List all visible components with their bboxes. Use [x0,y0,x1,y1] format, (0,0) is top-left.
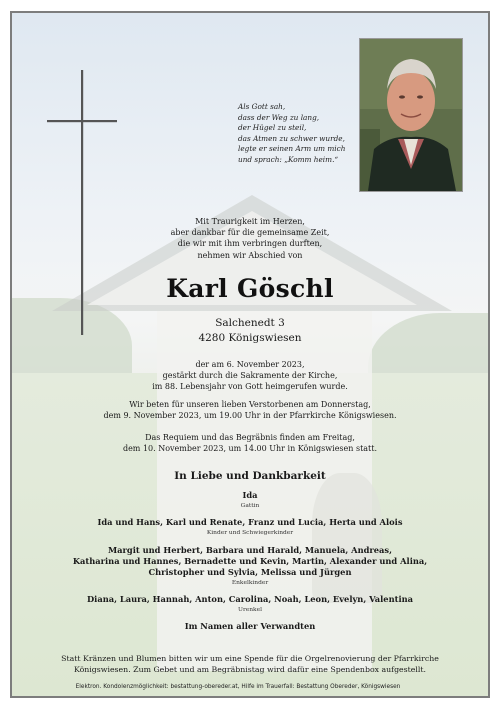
address-line: 4280 Königswiesen [198,332,302,344]
requiem-line: Das Requiem und das Begräbnis finden am Freitag, [145,433,355,442]
intro-line: nehmen wir Abschied von [197,250,303,260]
mourner-group-children [12,517,488,537]
mourner-group-spouse [12,490,488,510]
mourner-relation: Gattin [240,503,260,509]
portrait-photo [359,38,463,192]
mourner-relation: Kinder und Schwiegerkinder [206,530,294,536]
death-notice [12,359,488,393]
mourner-names: Christopher und Sylvia, Melissa und Jürgen [148,567,352,577]
address-line: Salchenedt 3 [215,317,285,329]
mourner-names: Katharina und Hannes, Bernadette und Kevin, Martin, Alexander und Alina, [72,556,428,566]
prayer-line: dem 9. November 2023, um 19.00 Uhr in der Pfarrkirche Königswiesen. [103,411,397,421]
prayer-notice [12,399,488,421]
poem-line: dass der Weg zu lang, [238,112,320,122]
mourner-relation: Urenkel [238,607,262,613]
footer-contact: Elektron. Kondolenzmöglichkeit: bestattung-obereder.at, Hilfe im Trauerfall: Bestattung Obereder, Königswiesen [75,684,401,690]
mourner-group-great-grandchildren [12,594,488,614]
intro-line: die wir mit ihm verbringen durften, [177,239,323,249]
poem-line: legte er seinen Arm um mich [238,144,346,154]
donation-note-line: Statt Kränzen und Blumen bitten wir um eine Spende für die Orgelrenovierung der Pfarrkirche [61,654,439,663]
intro-line: aber dankbar für die gemeinsame Zeit, [170,228,330,238]
poem-line: das Atmen zu schwer wurde, [238,133,345,143]
relatives-line: Im Namen aller Verwandten [184,621,316,631]
death-notice-line: der am 6. November 2023, [195,360,305,369]
death-notice-line: gestärkt durch die Sakramente der Kirche, [162,371,338,381]
requiem-notice [12,432,488,454]
deceased-name: Karl Göschl [166,274,334,303]
mourners-heading: In Liebe und Dankbarkeit [174,470,326,482]
poem-line: und sprach: „Komm heim.“ [238,154,339,164]
mourner-names: Margit und Herbert, Barbara und Harald, Manuela, Andreas, [108,545,392,555]
poem [238,102,363,166]
donation-note [12,653,488,675]
address [12,316,488,346]
poem-line: Als Gott sah, [238,102,286,111]
prayer-line: Wir beten für unseren lieben Verstorbenen am Donnerstag, [129,400,371,409]
intro-line: Mit Traurigkeit im Herzen, [195,217,305,226]
donation-note-line: Königswiesen. Zum Gebet und am Begräbnistag wird dafür eine Spendenbox aufgestellt. [73,665,427,674]
mourner-names: Ida [242,490,258,500]
poem-line: der Hügel zu steil, [238,123,307,133]
mourner-names: Ida und Hans, Karl und Renate, Franz und Lucia, Herta und Alois [97,517,403,527]
mourner-group-grandchildren [12,545,488,587]
requiem-line: dem 10. November 2023, um 14.00 Uhr in Königswiesen statt. [122,444,378,454]
mourner-relation: Enkelkinder [231,580,269,586]
death-notice-line: im 88. Lebensjahr von Gott heimgerufen wurde. [152,382,348,392]
intro-text [12,216,488,261]
obituary-card [10,11,490,698]
mourner-names: Diana, Laura, Hannah, Anton, Carolina, Noah, Leon, Evelyn, Valentina [86,594,414,604]
